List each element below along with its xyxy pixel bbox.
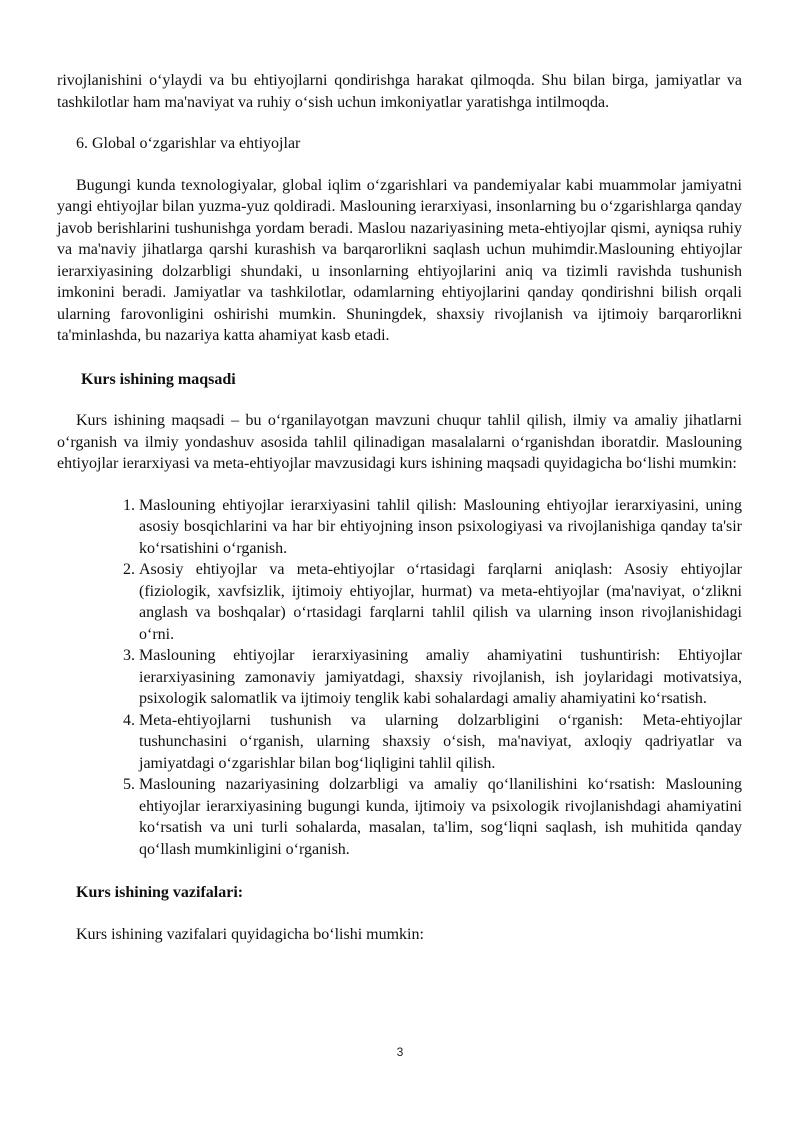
- section-6-title: 6. Global oʻzgarishlar va ehtiyojlar: [76, 135, 301, 152]
- section-6-paragraph: Bugungi kunda texnologiyalar, global iqlim oʻzgarishlari va pandemiyalar kabi muammolar jamiyatni yangi ehtiyojlar bilan yuzma-yuz qoldiradi. Maslouning ierarxiyasi, insonlarning bu oʻzgarishlarga qanday javob berishlarini tushunishga yordam beradi. Maslou nazariyasining meta-ehtiyojlar qismi, ayniqsa ruhiy va ma'naviy jihatlarga qarshi kurashish va barqarorlikni saqlash uchun muhimdir.Maslouning ehtiyojlar ierarxiyasining dolzarbligi shundaki, u insonlarning ehtiyojlarini aniq va tizimli ravishda tushunish imkonini beradi. Jamiyatlar va tashkilotlar, odamlarning ehtiyojlarini qanday qondirishni bilish orqali ularning farovonligini oshirishi mumkin. Shuningdek, shaxsiy rivojlanish va ijtimoiy barqarorlikni ta'minlashda, bu nazariya katta ahamiyat kasb etadi.: [57, 176, 742, 344]
- page-number: 3: [396, 1045, 404, 1059]
- tasks-heading: Kurs ishining vazifalari:: [76, 884, 244, 901]
- goal-list: [57, 495, 742, 861]
- tasks-paragraph: Kurs ishining vazifalari quyidagicha boʻlishi mumkin:: [76, 925, 424, 943]
- goal-list-item: 4. Meta-ehtiyojlarni tushunish va ularning dolzarbligini oʻrganish: Meta-ehtiyojlar tushunchasini oʻrganish, ularning shaxsiy oʻsish, ma'naviyat, axloqiy qadriyatlar va jamiyatdagi oʻzgarishlar bilan bogʻliqligini tahlil qilish.: [139, 710, 742, 775]
- goal-heading: Kurs ishining maqsadi: [81, 370, 236, 388]
- continuation-paragraph: rivojlanishini oʻylaydi va bu ehtiyojlarni qondirishga harakat qilmoqda. Shu bilan birga, jamiyatlar va tashkilotlar ham ma'naviyat va ruhiy oʻsish uchun imkoniyatlar yaratishga intilmoqda.: [57, 72, 742, 111]
- goal-list-item: 3. Maslouning ehtiyojlar ierarxiyasining amaliy ahamiyatini tushuntirish: Ehtiyojlar ierarxiyasining zamonaviy jamiyatdagi, shaxsiy rivojlanish, ish joylaridagi motivatsiya, psixologik salomatlik va ijtimoiy tenglik kabi sohalardagi amaliy ahamiyatini koʻrsatish.: [139, 645, 742, 710]
- goal-paragraph: Kurs ishining maqsadi – bu oʻrganilayotgan mavzuni chuqur tahlil qilish, ilmiy va amaliy jihatlarni oʻrganish va ilmiy yondashuv asosida tahlil qilinadigan masalalarni oʻrganishdan iboratdir. Maslouning ehtiyojlar ierarxiyasi va meta-ehtiyojlar mavzusidagi kurs ishining maqsadi quyidagicha boʻlishi mumkin:: [57, 412, 742, 472]
- goal-list-item: 5. Maslouning nazariyasining dolzarbligi va amaliy qoʻllanilishini koʻrsatish: Maslouning ehtiyojlar ierarxiyasining bugungi kunda, ijtimoiy va psixologik rivojlanishdagi ahamiyatini koʻrsatish va uni turli sohalarda, masalan, ta'lim, sogʻliqni saqlash, ish muhitida qanday qoʻllash mumkinligini oʻrganish.: [139, 774, 742, 860]
- document-page: [57, 70, 742, 945]
- goal-list-item: 1. Maslouning ehtiyojlar ierarxiyasini tahlil qilish: Maslouning ehtiyojlar ierarxiyasini, uning asosiy bosqichlarini va har bir ehtiyojning inson psixologiyasi va rivojlanishiga qanday ta'sir koʻrsatishini oʻrganish.: [139, 495, 742, 560]
- goal-list-item: 2. Asosiy ehtiyojlar va meta-ehtiyojlar oʻrtasidagi farqlarni aniqlash: Asosiy ehtiyojlar (fiziologik, xavfsizlik, ijtimoiy ehtiyojlar, hurmat) va meta-ehtiyojlar (ma'naviyat, oʻzlikni anglash va boshqalar) oʻrtasidagi farqlarni tahlil qilish va ularning inson rivojlanishidagi oʻrni.: [139, 559, 742, 645]
